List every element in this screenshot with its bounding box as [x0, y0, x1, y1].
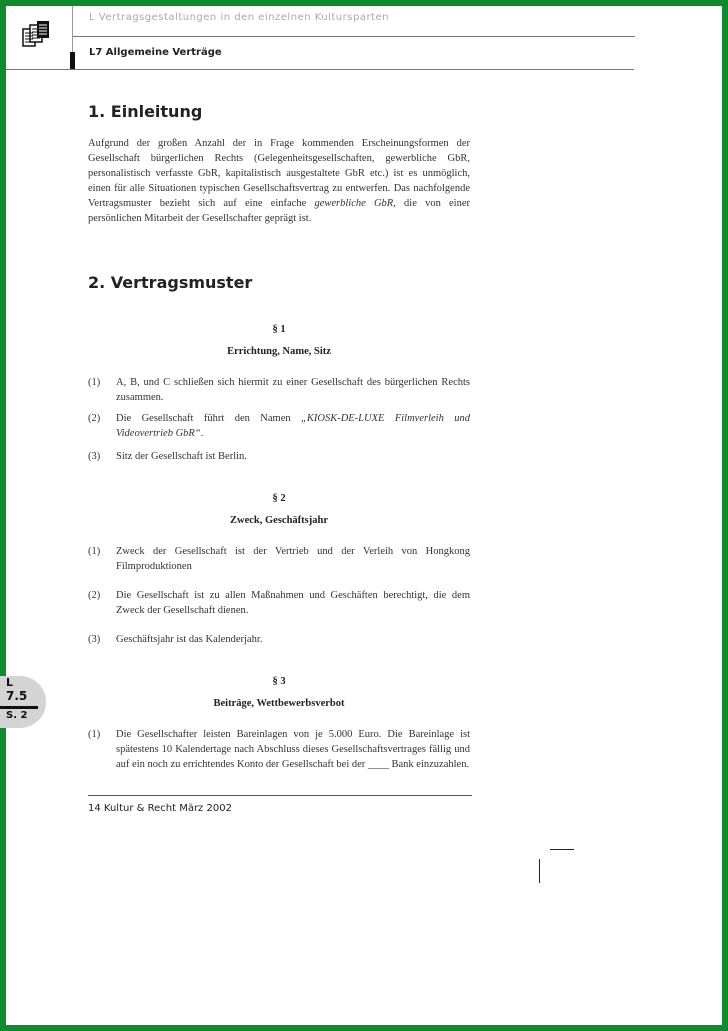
chapter-marker [70, 52, 75, 69]
chapter-header [6, 36, 634, 70]
heading-vertragsmuster: 2. Vertragsmuster [88, 273, 253, 292]
paragraph-number: § 3 [272, 676, 286, 687]
clause: (1) Die Gesellschafter leisten Bareinlagen von je 5.000 Euro. Die Bareinlage ist spätestens 10 Kalendertage nach Abschluss dieses Gesellschaftsvertrages fällig und auf ein noch zu errichtendes Konto der Gesellschaft bei der ____ Bank einzuzahlen. [88, 729, 470, 770]
paragraph-title: Beiträge, Wettbewerbsverbot [213, 698, 345, 709]
clause: (1) Zweck der Gesellschaft ist der Vertrieb und der Verleih von Hongkong Filmproduktionen [88, 546, 470, 572]
running-header [72, 6, 635, 37]
clause: (3) Sitz der Gesellschaft ist Berlin. [88, 451, 247, 462]
paragraph-title: Errichtung, Name, Sitz [227, 346, 331, 357]
badge-rule [0, 706, 38, 709]
clause: (3) Geschäftsjahr ist das Kalenderjahr. [88, 634, 263, 645]
paragraph-number: § 2 [272, 493, 286, 504]
clause: (2) Die Gesellschaft führt den Namen „KIOSK-DE-LUXE Filmverleih und Videovertrieb GbR“. [88, 413, 470, 439]
clause: (1) A, B, und C schließen sich hiermit zu einer Gesellschaft des bürgerlichen Rechts zusammen. [88, 377, 470, 403]
paragraph-number: § 1 [272, 324, 286, 335]
chapter-title: L7 Allgemeine Verträge [89, 47, 222, 58]
page-tab-badge [0, 676, 46, 728]
section-title: L Vertragsgestaltungen in den einzelnen Kultursparten [89, 12, 389, 23]
paragraph-title: Zweck, Geschäftsjahr [230, 515, 328, 526]
badge-letter: L [6, 676, 14, 689]
footer-text: 14 Kultur & Recht März 2002 [88, 803, 232, 814]
badge-number: 7.5 [6, 689, 28, 703]
badge-page: S. 2 [6, 710, 28, 721]
crop-mark-vertical [539, 859, 540, 883]
heading-einleitung: 1. Einleitung [88, 102, 203, 121]
footer-divider [88, 795, 472, 796]
clause: (2) Die Gesellschaft ist zu allen Maßnahmen und Geschäften berechtigt, die dem Zweck der Gesellschaft dienen. [88, 590, 470, 616]
crop-mark-horizontal [550, 849, 574, 850]
intro-paragraph: Aufgrund der großen Anzahl der in Frage kommenden Erscheinungsformen der Gesellschaft bürgerlichen Rechts (Gelegenheitsgesellschaften, gewerbliche GbR, personalistisch verfasste GbR, kapitalistisch ausgestaltete GbR etc.) ist es unmöglich, einen für alle Situationen typischen Gesellschaftsvertrag zu entwerfen. Das nachfolgende Vertragsmuster bezieht sich auf eine einfache gewerbliche GbR, die von einer persönlichen Mitarbeit der Gesellschafter geprägt ist. [88, 138, 471, 224]
